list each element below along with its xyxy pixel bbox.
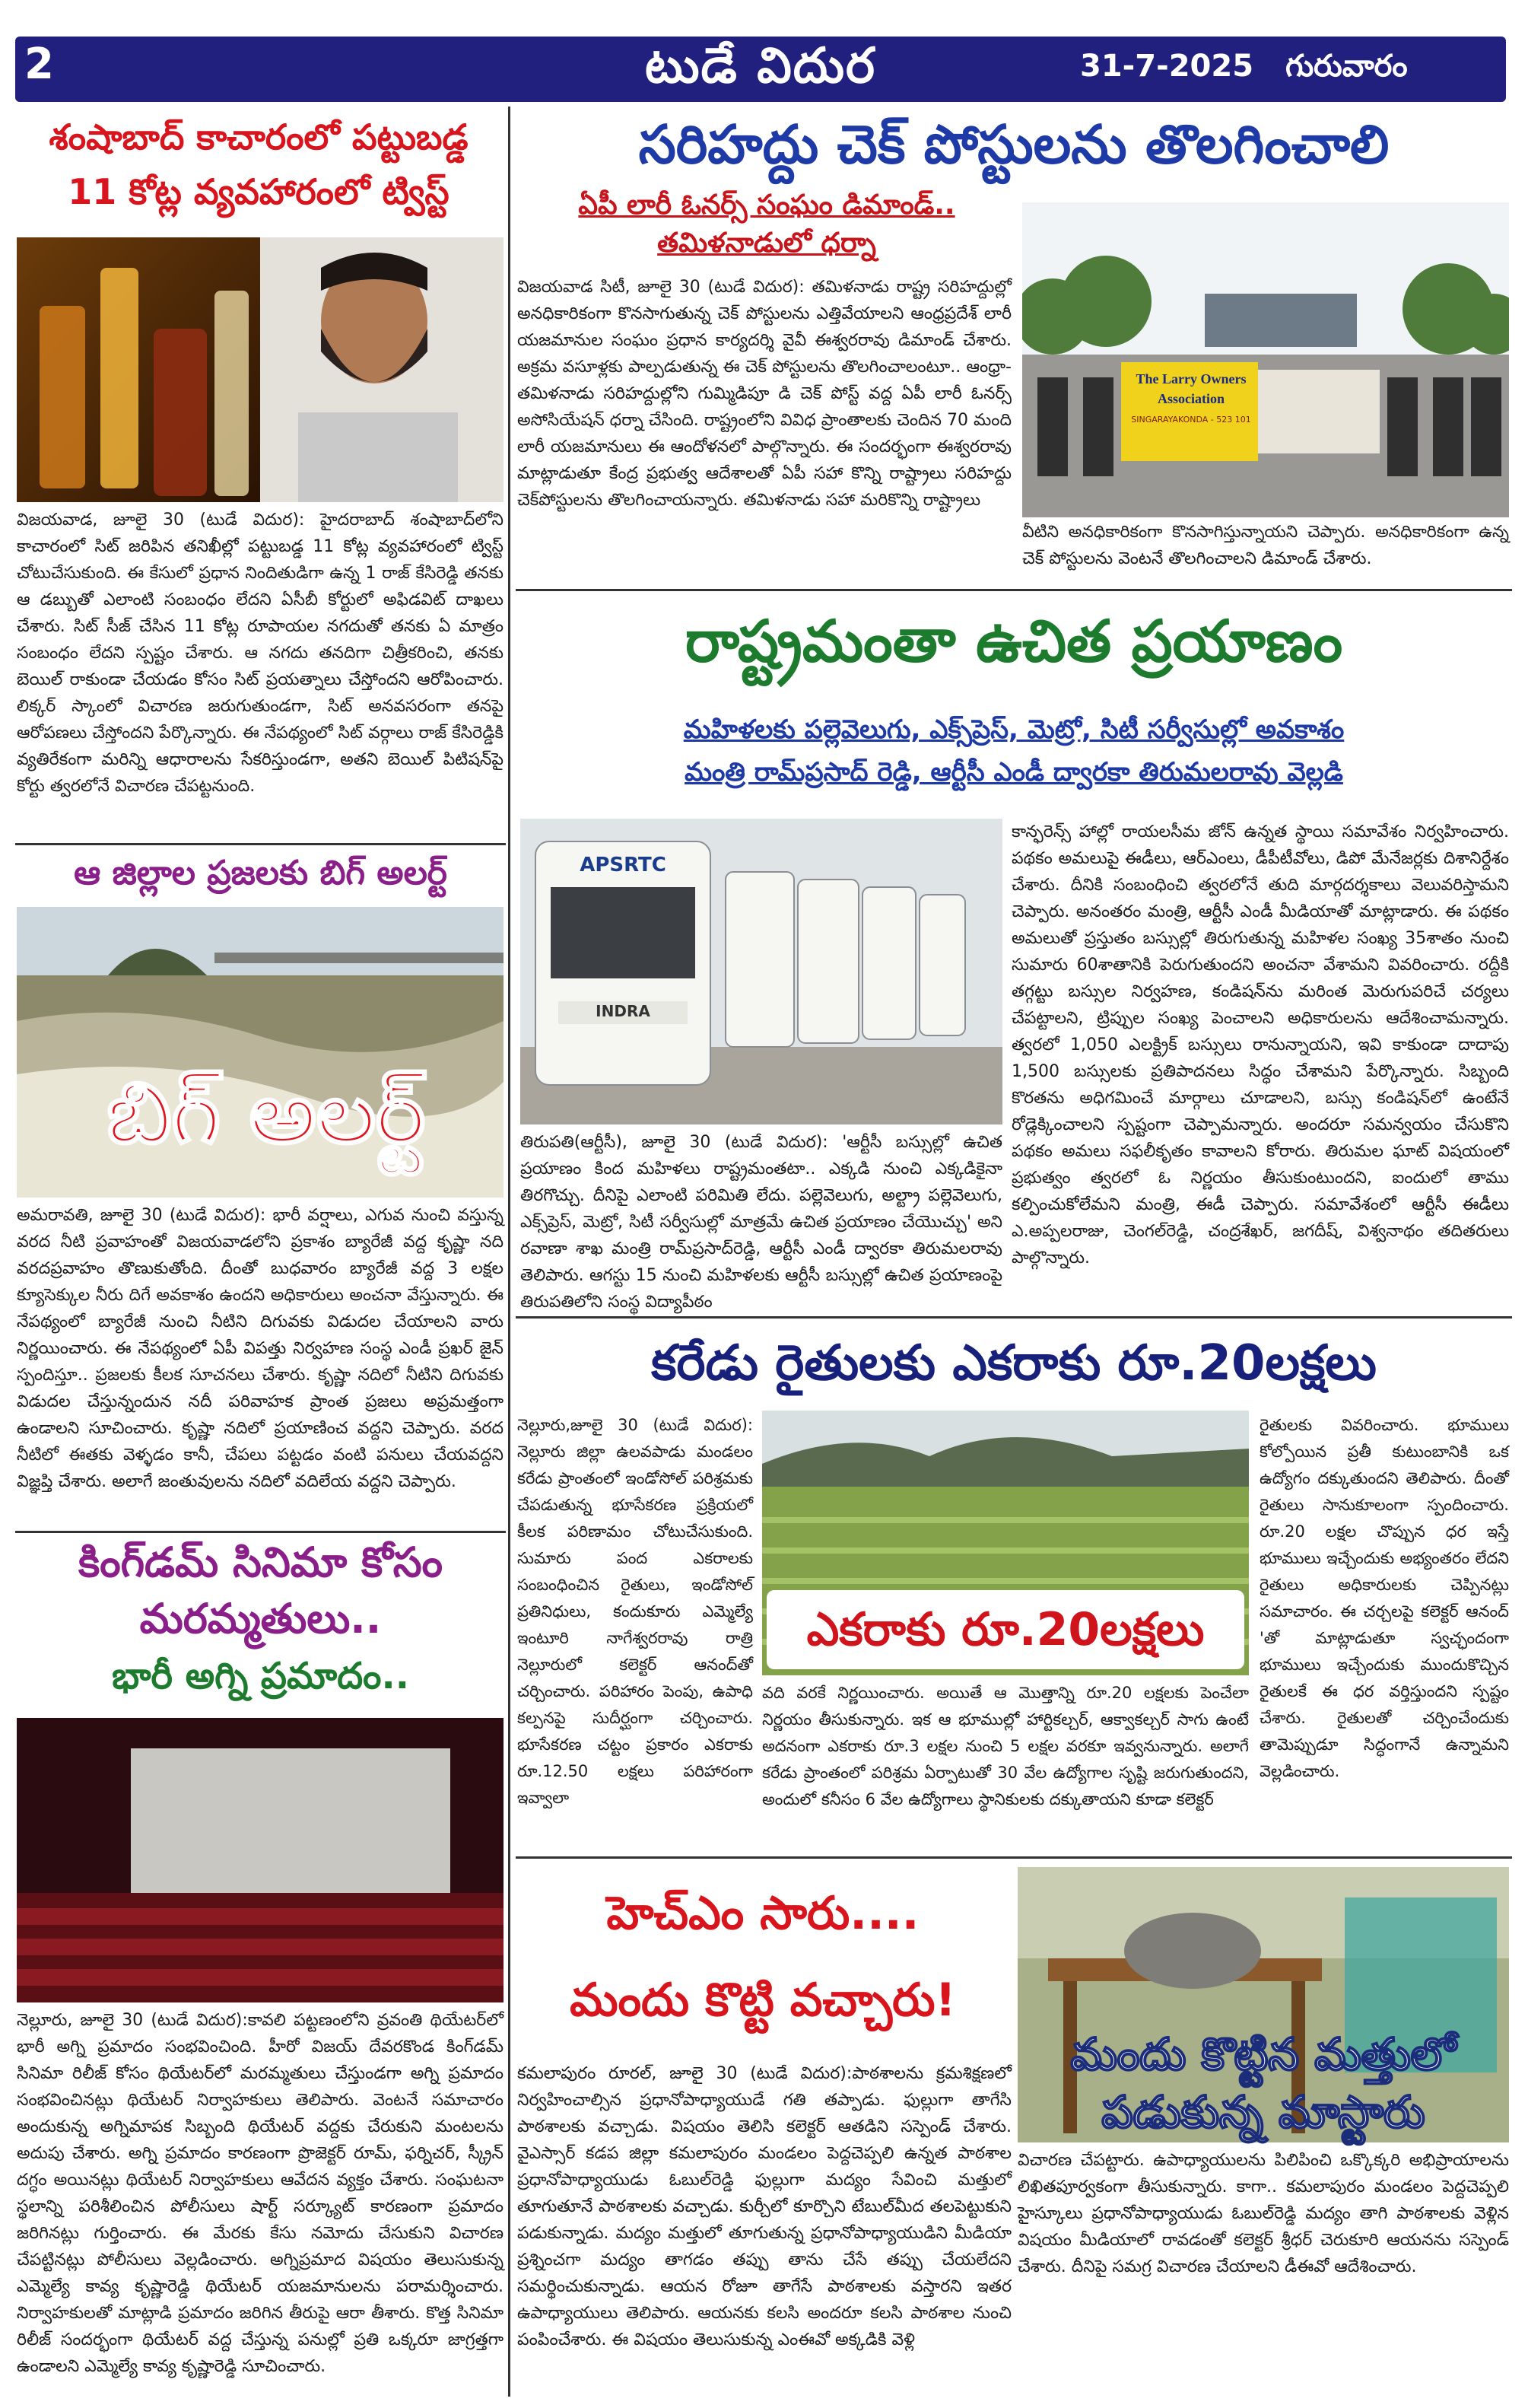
- check-posts-banner-text-2: Association: [1157, 391, 1225, 406]
- farmers-body-left: నెల్లూరు,జూలై 30 (టుడే విదుర): నెల్లూరు జిల్లా ఉలవపాడు మండలం కరేడు ప్రాంతంలో ఇండోసోల్ పరిశ్రమకు చేపడుతున్న భూసేకరణ ప్రక్రియలో కీలక పరిణామం చోటుచేసుకుంది. సుమారు పంద ఎకరాలకు సంబంధించిన రైతులు, ఇండోసోల్ ప్రతినిధులు, కందుకూరు ఎమ్మెల్యే ఇంటూరి నాగేశ్వరరావు రాత్రి నెల్లూరులో కలెక్టర్ ఆనంద్‌తో చర్చించారు. పరిహారం పెంపు, ఉపాధి కల్పనపై సుదీర్ఘంగా చర్చించారు. భూసేకరణ చట్టం ప్రకారం ఎకరాకు రూ.12.50 లక్షలు పరిహారంగా ఇవ్వాలా: [517, 1416, 753, 1807]
- check-posts-photo: [1022, 202, 1509, 517]
- free-travel-headline: రాష్ట్రమంతా ఉచిత ప్రయాణం: [685, 607, 1343, 675]
- check-posts-headline: సరిహద్దు చెక్ పోస్టులను తొలగించాలి: [638, 113, 1390, 176]
- check-posts-body-right: వీటిని అనధికారికంగా కొనసాగిస్తున్నాయని చెప్పారు. అనధికారికంగా ఉన్న చెక్ పోస్టులను వెంటనే తొలగించాలని డిమాండ్ చేశారు.: [1022, 523, 1509, 568]
- free-travel-sub-1: మహిళలకు పల్లెవెలుగు, ఎక్స్‌ప్రెస్, మెట్రో, సిటీ సర్వీసుల్లో అవకాశం: [683, 714, 1345, 745]
- section-divider: [15, 1531, 506, 1533]
- section-divider: [15, 843, 506, 845]
- issue-day: గురువారం: [1285, 49, 1408, 84]
- check-posts-sub-1: ఏపీ లారీ ఓనర్స్ సంఘం డిమాండ్..: [578, 189, 955, 221]
- farmers-body-mid: వది వరకే నిర్ణయించారు. అయితే ఆ మొత్తాన్ని రూ.20 లక్షలకు పెంచేలా నిర్ణయం తీసుకున్నారు. ఇక ఆ భూముల్లో హార్టికల్చర్, ఆక్వాకల్చర్ సాగు ఉంటే అదనంగా ఎకరాకు రూ.3 లక్షల నుంచి 5 లక్షల వరకూ ఇవ్వనున్నారు. అలాగే కరేడు ప్రాంతంలో పరిశ్రమ ఏర్పాటుతో 30 వేల ఉద్యోగాల సృష్టి జరుగుతుందని, అందులో కనీసం 6 వేల ఉద్యోగాలు స్థానికులకు దక్కుతాయని కూడా కలెక్టర్: [762, 1684, 1249, 1808]
- big-alert-headline: ఆ జిల్లాల ప్రజలకు బిగ్ అలర్ట్: [74, 854, 447, 892]
- big-alert-photo-caption: బిగ్ అలర్ట్: [106, 1064, 426, 1162]
- free-travel-bus-label-2: INDRA: [596, 1002, 650, 1020]
- kingdom-headline-3: భారీ అగ్ని ప్రమాదం..: [112, 1655, 409, 1697]
- check-posts-body-left: విజయవాడ సిటీ, జూలై 30 (టుడే విదుర): తమిళనాడు రాష్ట్ర సరిహద్దుల్లో అనధికారికంగా కొనసాగుతున్న చెక్ పోస్టులను ఎత్తివేయాలని ఆంధ్రప్రదేశ్ లారీ యజమానుల సంఘం ప్రధాన కార్యదర్శి వైవీ ఈశ్వరరావు డిమాండ్ చేశారు. అక్రమ వసూళ్లకు పాల్పడుతున్న ఈ చెక్ పోస్టులను తొలగించాలంటూ.. ఆంధ్రా-తమిళనాడు సరిహద్దుల్లోని గుమ్మిడిపూ డి చెక్ పోస్ట్ వద్ద ఏపీ లారీ ఓనర్స్ అసోసియేషన్ ధర్నా చేసింది. రాష్ట్రంలోని వివిధ ప్రాంతాలకు చెందిన 70 మంది లారీ యజమానులు ఈ ఆందోళనలో పాల్గొన్నారు. ఈ సందర్భంగా ఈశ్వరరావు మాట్లాడుతూ కేంద్ర ప్రభుత్వ ఆదేశాలతో ఏపీ సహా కొన్ని రాష్ట్రాలు సరిహద్దు చెక్‌పోస్టులను తొలగించాయన్నారు. తమిళనాడు సహా మరికొన్ని రాష్ట్రాలు: [517, 278, 1012, 510]
- free-travel-body-right: కాన్ఫరెన్స్ హాల్లో రాయలసీమ జోన్ ఉన్నత స్థాయి సమావేశం నిర్వహించారు. పథకం అమలుపై ఈడీలు, ఆర్ఎంలు, డీపీటీవోలు, డిపో మేనేజర్లకు దిశానిర్దేశం చేశారు. దీనికి సంబంధించి త్వరలోనే తుది మార్గదర్శకాలు వెలువరిస్తామని చెప్పారు. అనంతరం మంత్రి, ఆర్టీసీ ఎండీ మీడియాతో మాట్లాడారు. ఈ పథకం అమలుతో ప్రస్తుతం బస్సుల్లో తిరుగుతున్న మహిళల సంఖ్య 35శాతం నుంచి సుమారు 60శాతానికి పెరుగుతుందని అంచనా వేశామని వివరించారు. రద్దీకి తగ్గట్టు బస్సుల నిర్వహణ, కండిషన్‌ను మరింత మెరుగుపరిచే చర్యలు చేపట్టాలని, ట్రిప్పుల సంఖ్య పెంచాలని అధికారులను ఆదేశించామన్నారు. త్వరలో 1,050 ఎలక్ట్రిక్ బస్సులు రానున్నాయని, ఇవి కాకుండా దాదాపు 1,500 బస్సులకు ప్రతిపాదనలు సిద్ధం చేశామని పేర్కొన్నారు. సిబ్బంది కొరతను అధిగమించే మార్గాలు చూడాలని, బస్సు కండిషన్‌లో ఉంటేనే రోడ్లెక్కించాలని స్పష్టంగా చెప్పామన్నారు. అందరూ సమన్వయం చేసుకొని పథకం అమలు సఫలీకృతం కావాలని కోరారు. తిరుమల ఘాట్ విషయంలో ప్రభుత్వం త్వరలో ఓ నిర్ణయం తీసుకుంటుందని, ఐందులో తాము కల్పించుకోలేమని మంత్రి, ఈడీ చెప్పారు. సమావేశంలో ఆర్టీసీ ఈడీలు ఎ.అప్పలరాజు, చెంగల్‌రెడ్డి, చంద్రశేఖర్, జగదీష్, విశ్వనాథం తదితరులు పాల్గొన్నారు.: [1012, 822, 1509, 1268]
- column-divider: [508, 107, 510, 2397]
- hm-headline-2: మందు కొట్టి వచ్చారు!: [570, 1974, 956, 2027]
- issue-date: 31-7-2025: [1080, 49, 1254, 84]
- shamshabad-photo: [17, 237, 504, 502]
- section-divider: [516, 1316, 1512, 1319]
- page-number: 2: [24, 40, 54, 89]
- hm-body-left: కమలాపురం రూరల్, జూలై 30 (టుడే విదుర):పాఠశాలను క్రమశిక్షణలో నిర్వహించాల్సిన ప్రధానోపాధ్యాయుడే గతి తప్పాడు. ఫుల్లుగా తాగేసి పాఠశాలకు వచ్చాడు. విషయం తెలిసి కలెక్టర్ ఆతడిని సస్పెండ్ చేశారు. వైఎస్సార్ కడప జిల్లా కమలాపురం మండలం పెద్దచెప్పలి ఉన్నత పాఠశాల ప్రధానోపాధ్యాయుడు ఓబుల్‌రెడ్డి ఫుల్లుగా మద్యం సేవించి మత్తులో తూగుతూనే పాఠశాలకు వచ్చాడు. కుర్చీలో కూర్చొని టేబుల్‌మీద తలపెట్టుకుని పడుకున్నాడు. మద్యం మత్తులో తూగుతున్న ప్రధానోపాధ్యాయుడిని మీడియా ప్రశ్నించగా మద్యం తాగడం తప్పు తాను చేసే తప్పు చేయలేదని సమర్థించుకున్నాడు. ఆయన రోజూ తాగేసే పాఠశాలకు వస్తారని ఇతర ఉపాధ్యాయులు తెలిపారు. ఆయనకు కలసి అందరూ కలసి పాఠశాల నుంచి పంపించేశారు. ఈ విషయం తెలుసుకున్న ఎంఈవో అక్కడికి వెళ్లి: [517, 2064, 1012, 2349]
- farmers-photo-caption: ఎకరాకు రూ.20లక్షలు: [806, 1603, 1205, 1656]
- hm-body-right: విచారణ చేపట్టారు. ఉపాధ్యాయులను పిలిపించి ఒక్కొక్కరి అభిప్రాయాలను లిఖితపూర్వకంగా తీసుకున్నారు. కాగా.. కమలాపురం మండలం పెద్దచెప్పలి హైస్కూలు ప్రధానోపాధ్యాయుడు ఓబుల్‌రెడ్డి మద్యం తాగి పాఠశాలకు వెళ్లిన విషయం మీడియాలో రావడంతో కలెక్టర్ శ్రీధర్ చెరుకూరి ఆయనను సస్పెండ్ చేశారు. దీనిపై సమగ్ర విచారణ చేయాలని డీఈవో ఆదేశించారు.: [1018, 2151, 1509, 2276]
- section-divider: [516, 1856, 1512, 1859]
- farmers-headline: కరేడు రైతులకు ఎకరాకు రూ.20లక్షలు: [651, 1335, 1377, 1392]
- shamshabad-body: విజయవాడ, జూలై 30 (టుడే విదుర): హైదరాబాద్ శంషాబాద్‌లోని కాచారంలో సిట్ జరిపిన తనిఖీల్లో పట్టుబడ్డ 11 కోట్ల వ్యవహారంలో ట్విస్ట్ చోటుచేసుకుంది. ఈ కేసులో ప్రధాన నిందితుడిగా ఉన్న 1 రాజ్ కేసిరెడ్డి తనకు ఆ డబ్బుతో ఎలాంటి సంబంధం లేదని ఏసీబీ కోర్టులో అఫిడవిట్ దాఖలు చేశారు. సిట్ సీజ్ చేసిన 11 కోట్ల రూపాయల నగదుతో తనకు ఏ మాత్రం సంబంధం లేదని స్పష్టం చేశారు. ఆ నగదు తనదిగా చిత్రీకరించి, తనకు బెయిల్ రాకుండా చేయడం కోసం సిట్ ప్రయత్నాలు చేస్తోందని ఆరోపించారు. లిక్కర్ స్కాంలో విచారణ జరుగుతుండగా, సిట్ అనవసరంగా తనపై ఆరోపణలు చేస్తోందని పేర్కొన్నారు. ఈ నేపథ్యంలో సిట్ వర్గాలు రాజ్ కేసిరెడ్డికి వ్యతిరేకంగా మరిన్ని ఆధారాలను సేకరిస్తుండగా, అతని బెయిల్ పిటిషన్‌పై కోర్టు త్వరలోనే విచారణ చేపట్టనుంది.: [17, 511, 504, 796]
- kingdom-headline-2: మరమ్మతులు..: [139, 1595, 382, 1643]
- kingdom-photo: [17, 1718, 504, 2002]
- free-travel-sub-2: మంత్రి రామ్‌ప్రసాద్ రెడ్డి, ఆర్టీసీ ఎండీ ద్వారకా తిరుమలరావు వెల్లడి: [685, 757, 1343, 787]
- hm-photo-caption-2: పడుకున్న మాస్టారు: [1101, 2086, 1425, 2138]
- shamshabad-headline-2: 11 కోట్ల వ్యవహారంలో ట్విస్ట్: [68, 171, 450, 212]
- kingdom-headline-1: కింగ్‌డమ్ సినిమా కోసం: [78, 1538, 443, 1586]
- section-divider: [516, 589, 1512, 591]
- farmers-body-right: రైతులకు వివరించారు. భూములు కోల్పోయిన ప్రతీ కుటుంబానికి ఒక ఉద్యోగం దక్కుతుందని తెలిపారు. దీంతో రైతులు సానుకూలంగా స్పందించారు. రూ.20 లక్షల చొప్పున ధర ఇస్తే భూములు ఇచ్చేందుకు అభ్యంతరం లేదని రైతులు అధికారులకు చెప్పినట్లు సమాచారం. ఈ చర్చలపై కలెక్టర్ ఆనంద్ 'తో మాట్లాడుతూ స్వచ్ఛందంగా భూములు ఇచ్చేందుకు ముందుకొచ్చిన రైతులకే ఈ ధర వర్తిస్తుందని స్పష్టం చేశారు. రైతులతో చర్చించేందుకు తామెప్పుడూ సిద్ధంగానే ఉన్నామని వెల్లడించారు.: [1260, 1416, 1509, 1780]
- hm-photo-caption-1: మందు కొట్టిన మత్తులో: [1070, 2028, 1457, 2080]
- hm-headline-1: హెచ్ఎం సారు....: [606, 1887, 920, 1940]
- check-posts-banner-text-3: SINGARAYAKONDA - 523 101: [1131, 415, 1251, 425]
- big-alert-body: అమరావతి, జూలై 30 (టుడే విదుర): భారీ వర్షాలు, ఎగువ నుంచి వస్తున్న వరద నీటి ప్రవాహంతో విజయవాడలోని ప్రకాశం బ్యారేజీ వద్ద కృష్ణా నది వరదప్రవాహం తొణుకుతోంది. దీంతో బుధవారం బ్యారేజీ వద్ద 3 లక్షల క్యూసెక్కుల నీరు దిగే అవకాశం ఉందని అధికారులు అంచనా వేస్తున్నారు. ఈ నేపథ్యంలో బ్యారేజీ నుంచి నీటిని దిగువకు విడుదల చేయాలని వారు నిర్ణయించారు. ఈ నేపథ్యంలో ఏపీ విపత్తు నిర్వహణ సంస్థ ఎండీ ప్రఖర్ జైన్ స్పందిస్తూ.. ప్రజలకు కీలక సూచనలు చేశారు. కృష్ణా నదిలో నీటిని దిగువకు విడుదల చేస్తున్నందున నదీ పరివాహక ప్రాంత ప్రజలు అప్రమత్తంగా ఉండాలని సూచించారు. కృష్ణా నదిలో ప్రయాణించ వద్దని చెప్పారు. వరద నీటిలో ఈతకు వెళ్ళడం కానీ, చేపలు పట్టడం వంటి పనులు చేయవద్దని విజ్ఞప్తి చేశారు. అలాగే జంతువులను నదిలో వదిలేయ వద్దని చెప్పారు.: [17, 1206, 504, 1491]
- paper-name: టుడే విదుర: [645, 38, 876, 94]
- kingdom-body: నెల్లూరు, జూలై 30 (టుడే విదుర):కావలి పట్టణంలోని వ్రవంతి థియేటర్‌లో భారీ అగ్ని ప్రమాదం సంభవించింది. హీరో విజయ్ దేవరకొండ కింగ్‌డమ్ సినిమా రిలీజ్ కోసం థియేటర్‌లో మరమ్మతులు చేస్తుండగా అగ్ని ప్రమాదం సంభవించినట్లు థియేటర్ నిర్వాహకులు తెలిపారు. వెంటనే సమాచారం అందుకున్న అగ్నిమాపక సిబ్బంది థియేటర్ వద్దకు చేరుకుని మంటలను అదుపు చేశారు. అగ్ని ప్రమాదం కారణంగా ప్రొజెక్టర్ రూమ్, ఫర్నిచర్, స్క్రీన్ దగ్ధం అయినట్లు థియేటర్ నిర్వాహకులు ఆవేదన వ్యక్తం చేశారు. సంఘటనా స్థలాన్ని పరిశీలించిన పోలీసులు షార్ట్ సర్క్యూట్ కారణంగా ప్రమాదం జరిగినట్లు గుర్తించారు. ఈ మేరకు కేసు నమోదు చేసుకుని విచారణ చేపట్టినట్లు పోలీసులు వెల్లడించారు. అగ్నిప్రమాద విషయం తెలుసుకున్న ఎమ్మెల్యే కావ్య కృష్ణారెడ్డి థియేటర్ యజమానులను పరామర్శించారు. నిర్వాహకులతో మాట్లాడి ప్రమాదం జరిగిన తీరుపై ఆరా తీశారు. కొత్త సినిమా రిలీజ్ సందర్భంగా థియేటర్ వద్ద చేస్తున్న పనుల్లో ప్రతి ఒక్కరూ జాగ్రత్తగా ఉండాలని ఎమ్మెల్యే కావ్య కృష్ణారెడ్డి సూచించారు.: [17, 2011, 504, 2376]
- check-posts-banner-text-1: The Larry Owners: [1136, 371, 1247, 386]
- check-posts-sub-2: తమిళనాడులో ధర్నా: [657, 227, 876, 259]
- free-travel-body-bottom: తిరుపతి(ఆర్టీసీ), జూలై 30 (టుడే విదుర): 'ఆర్టీసీ బస్సుల్లో ఉచిత ప్రయాణం కింద మహిళలు రాష్ట్రమంతటా.. ఎక్కడి నుంచి ఎక్కడికైనా తిరగొచ్చు. దీనిపై ఎలాంటి పరిమితి లేదు. పల్లెవెలుగు, అల్ట్రా పల్లెవెలుగు, ఎక్స్‌ప్రెస్, మెట్రో, సిటీ సర్వీసుల్లో మాత్రమే ఉచిత ప్రయాణం చేయొచ్చు' అని రవాణా శాఖ మంత్రి రామ్‌ప్రసాద్‌రెడ్డి, ఆర్టీసీ ఎండీ ద్వారకా తిరుమలరావు తెలిపారు. ఆగస్టు 15 నుంచి మహిళలకు ఆర్టీసీ బస్సుల్లో ఉచిత ప్రయాణంపై తిరుపతిలోని సంస్థ విద్యాపీఠం: [520, 1133, 1002, 1312]
- free-travel-bus-label: APSRTC: [580, 854, 666, 876]
- shamshabad-headline-1: శంషాబాద్ కాచారంలో పట్టుబడ్డ: [49, 116, 469, 157]
